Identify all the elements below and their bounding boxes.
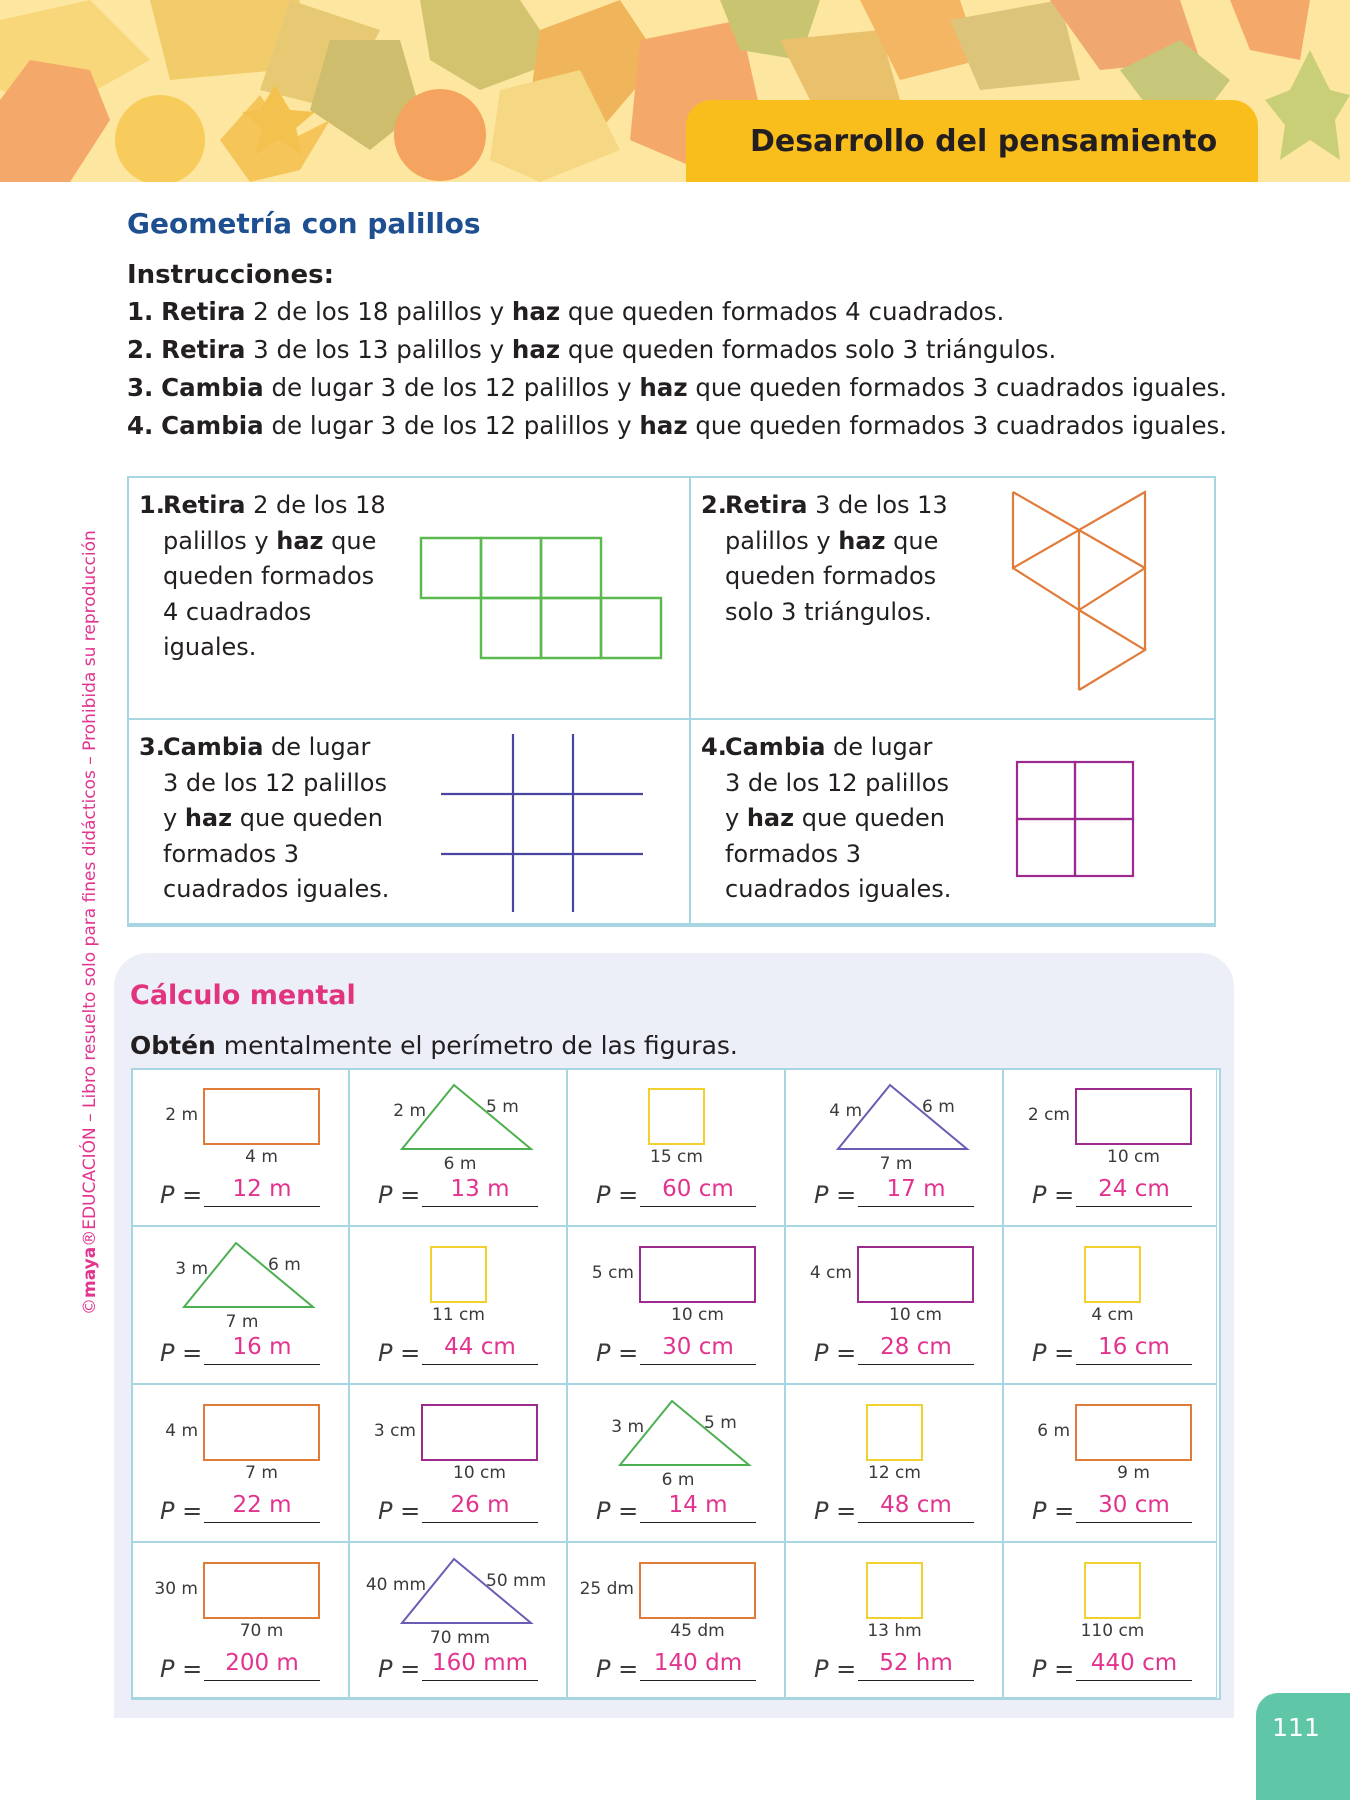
- perimeter-answer: 30 cm: [1098, 1492, 1170, 1518]
- rectangle-figure: [202, 1087, 321, 1146]
- answer-line: [204, 1680, 320, 1681]
- section-label: Desarrollo del pensamiento: [750, 124, 1218, 159]
- answer-line: [422, 1680, 538, 1681]
- puzzle-3-text: 3.Cambia de lugar 3 de los 12 palillos y haz que queden formados 3 cuadrados iguales.: [139, 733, 390, 903]
- page-number: 111: [1272, 1713, 1320, 1742]
- section-tab: [686, 100, 1258, 182]
- base-length-label: 10 cm: [889, 1305, 942, 1325]
- rectangle-figure: [202, 1403, 321, 1462]
- perimeter-cell: [785, 1068, 1003, 1226]
- answer-line: [858, 1522, 974, 1523]
- perimeter-cell: [1003, 1384, 1217, 1542]
- base-length-label: 10 cm: [671, 1305, 724, 1325]
- base-length-label: 12 cm: [868, 1463, 921, 1483]
- perimeter-cell: [1003, 1542, 1217, 1698]
- side-length-label: 4 cm: [809, 1263, 852, 1283]
- base-length-label: 6 m: [661, 1470, 695, 1490]
- perimeter-cell: [131, 1068, 349, 1226]
- perimeter-label: P =: [1032, 1497, 1075, 1525]
- rectangle-figure: [202, 1561, 321, 1620]
- perimeter-label: P =: [160, 1181, 203, 1209]
- puzzle-4-text: 4.Cambia de lugar 3 de los 12 palillos y haz que queden formados 3 cuadrados iguales.: [701, 733, 952, 903]
- perimeter-label: P =: [160, 1655, 203, 1683]
- answer-line: [422, 1522, 538, 1523]
- base-length-label: 15 cm: [650, 1147, 703, 1167]
- puzzle-cell-4: [689, 718, 1216, 927]
- answer-line: [858, 1680, 974, 1681]
- square-figure: [865, 1561, 924, 1620]
- left-side-label: 3 m: [611, 1417, 644, 1437]
- brand-logo: maya: [80, 1246, 100, 1298]
- perimeter-cell: [567, 1542, 785, 1698]
- perimeter-answer: 14 m: [668, 1492, 728, 1518]
- mental-math-title: Cálculo mental: [130, 980, 356, 1011]
- instruction-item: 4. Cambia de lugar 3 de los 12 palillos y haz que queden formados 3 cuadrados iguales.: [127, 411, 1228, 440]
- left-side-label: 40 mm: [365, 1575, 426, 1595]
- rectangle-figure: [420, 1403, 539, 1462]
- rectangle-figure: [1074, 1403, 1193, 1462]
- perimeter-label: P =: [596, 1181, 639, 1209]
- mental-math-instruction: Obtén mentalmente el perímetro de las figuras.: [130, 1031, 738, 1060]
- puzzle-cell-1: [127, 476, 691, 720]
- side-length-label: 5 cm: [591, 1263, 634, 1283]
- perimeter-label: P =: [378, 1655, 421, 1683]
- perimeter-label: P =: [1032, 1655, 1075, 1683]
- perimeter-label: P =: [596, 1497, 639, 1525]
- perimeter-label: P =: [1032, 1339, 1075, 1367]
- base-length-label: 45 dm: [670, 1621, 725, 1641]
- perimeter-cell: [567, 1226, 785, 1384]
- base-length-label: 7 m: [879, 1154, 913, 1174]
- base-length-label: 110 cm: [1080, 1621, 1145, 1641]
- instructions-heading: Instrucciones:: [127, 260, 335, 290]
- perimeter-answer: 16 cm: [1098, 1334, 1170, 1360]
- perimeter-answer: 26 m: [450, 1492, 510, 1518]
- perimeter-cell: [131, 1542, 349, 1698]
- page-title: Geometría con palillos: [127, 207, 481, 240]
- puzzle-3-figure: [439, 732, 649, 917]
- perimeter-answer: 22 m: [232, 1492, 292, 1518]
- perimeter-answer: 52 hm: [879, 1650, 953, 1676]
- perimeter-cell: [785, 1384, 1003, 1542]
- side-length-label: 2 cm: [1027, 1105, 1070, 1125]
- base-length-label: 70 m: [239, 1621, 284, 1641]
- square-figure: [1083, 1561, 1142, 1620]
- perimeter-label: P =: [160, 1339, 203, 1367]
- puzzle-1-figure: [419, 536, 669, 666]
- answer-line: [640, 1522, 756, 1523]
- perimeter-label: P =: [814, 1655, 857, 1683]
- perimeter-answer: 17 m: [886, 1176, 946, 1202]
- perimeter-answer: 16 m: [232, 1334, 292, 1360]
- perimeter-grid: [131, 1068, 1221, 1700]
- perimeter-answer: 44 cm: [444, 1334, 516, 1360]
- perimeter-cell: [131, 1226, 349, 1384]
- perimeter-answer: 440 cm: [1090, 1650, 1178, 1676]
- right-side-label: 6 m: [922, 1097, 955, 1117]
- perimeter-label: P =: [378, 1339, 421, 1367]
- right-side-label: 6 m: [268, 1255, 301, 1275]
- perimeter-answer: 28 cm: [880, 1334, 952, 1360]
- header-banner: [0, 0, 1350, 182]
- square-figure: [647, 1087, 706, 1146]
- side-credit: [80, 485, 110, 1315]
- puzzle-grid: [127, 476, 1216, 925]
- puzzle-cell-3: [127, 718, 691, 927]
- answer-line: [204, 1522, 320, 1523]
- perimeter-answer: 48 cm: [880, 1492, 952, 1518]
- base-length-label: 6 m: [443, 1154, 477, 1174]
- perimeter-label: P =: [378, 1497, 421, 1525]
- perimeter-cell: [567, 1068, 785, 1226]
- perimeter-label: P =: [378, 1181, 421, 1209]
- perimeter-cell: [349, 1542, 567, 1698]
- answer-line: [1076, 1364, 1192, 1365]
- square-figure: [429, 1245, 488, 1304]
- side-length-label: 30 m: [154, 1579, 198, 1599]
- rectangle-figure: [638, 1561, 757, 1620]
- left-side-label: 2 m: [393, 1101, 426, 1121]
- base-length-label: 13 hm: [867, 1621, 922, 1641]
- side-length-label: 25 dm: [579, 1579, 634, 1599]
- perimeter-cell: [785, 1226, 1003, 1384]
- right-side-label: 5 m: [704, 1413, 737, 1433]
- rectangle-figure: [1074, 1087, 1193, 1146]
- answer-line: [640, 1680, 756, 1681]
- answer-line: [422, 1206, 538, 1207]
- square-figure: [865, 1403, 924, 1462]
- page-number-tab: [1256, 1693, 1350, 1800]
- base-length-label: 70 mm: [429, 1628, 491, 1648]
- perimeter-label: P =: [596, 1339, 639, 1367]
- answer-line: [1076, 1206, 1192, 1207]
- perimeter-label: P =: [160, 1497, 203, 1525]
- base-length-label: 4 m: [245, 1147, 278, 1167]
- puzzle-4-figure: [1015, 760, 1140, 880]
- right-side-label: 5 m: [486, 1097, 519, 1117]
- answer-line: [858, 1206, 974, 1207]
- answer-line: [1076, 1522, 1192, 1523]
- puzzle-2-text: 2.Retira 3 de los 13 palillos y haz que queden formados solo 3 triángulos.: [701, 491, 948, 626]
- perimeter-cell: [567, 1384, 785, 1542]
- base-length-label: 9 m: [1117, 1463, 1150, 1483]
- perimeter-cell: [1003, 1068, 1217, 1226]
- perimeter-cell: [1003, 1226, 1217, 1384]
- copyright-symbol: ©: [80, 1298, 100, 1315]
- answer-line: [858, 1364, 974, 1365]
- base-length-label: 10 cm: [1107, 1147, 1160, 1167]
- rectangle-figure: [856, 1245, 975, 1304]
- perimeter-label: P =: [1032, 1181, 1075, 1209]
- base-length-label: 7 m: [225, 1312, 259, 1332]
- base-length-label: 11 cm: [432, 1305, 485, 1325]
- side-length-label: 3 cm: [373, 1421, 416, 1441]
- perimeter-cell: [785, 1542, 1003, 1698]
- instruction-item: 2. Retira 3 de los 13 palillos y haz que queden formados solo 3 triángulos.: [127, 335, 1057, 364]
- answer-line: [640, 1206, 756, 1207]
- answer-line: [204, 1364, 320, 1365]
- answer-line: [640, 1364, 756, 1365]
- puzzle-cell-2: [689, 476, 1216, 720]
- perimeter-label: P =: [814, 1497, 857, 1525]
- perimeter-label: P =: [814, 1339, 857, 1367]
- perimeter-answer: 200 m: [225, 1650, 299, 1676]
- right-side-label: 50 mm: [486, 1571, 547, 1591]
- perimeter-cell: [349, 1384, 567, 1542]
- puzzle-2-figure: [1011, 490, 1161, 710]
- base-length-label: 7 m: [245, 1463, 278, 1483]
- perimeter-answer: 30 cm: [662, 1334, 734, 1360]
- perimeter-answer: 140 dm: [653, 1650, 743, 1676]
- instruction-item: 3. Cambia de lugar 3 de los 12 palillos y haz que queden formados 3 cuadrados iguales.: [127, 373, 1228, 402]
- perimeter-cell: [349, 1068, 567, 1226]
- base-length-label: 10 cm: [453, 1463, 506, 1483]
- rectangle-figure: [638, 1245, 757, 1304]
- side-length-label: 6 m: [1037, 1421, 1070, 1441]
- square-figure: [1083, 1245, 1142, 1304]
- answer-line: [422, 1364, 538, 1365]
- left-side-label: 4 m: [829, 1101, 862, 1121]
- perimeter-answer: 60 cm: [662, 1176, 734, 1202]
- perimeter-label: P =: [596, 1655, 639, 1683]
- base-length-label: 4 cm: [1091, 1305, 1134, 1325]
- puzzle-1-text: 1.Retira 2 de los 18 palillos y haz que queden formados 4 cuadrados iguales.: [139, 491, 386, 661]
- perimeter-cell: [349, 1226, 567, 1384]
- perimeter-answer: 12 m: [232, 1176, 292, 1202]
- perimeter-answer: 13 m: [450, 1176, 510, 1202]
- answer-line: [204, 1206, 320, 1207]
- side-length-label: 2 m: [165, 1105, 198, 1125]
- perimeter-label: P =: [814, 1181, 857, 1209]
- credit-text: ®EDUCACIÓN – Libro resuelto solo para fines didácticos – Prohibida su reproducción: [80, 530, 100, 1247]
- side-length-label: 4 m: [165, 1421, 198, 1441]
- answer-line: [1076, 1680, 1192, 1681]
- perimeter-answer: 160 mm: [431, 1650, 529, 1676]
- perimeter-answer: 24 cm: [1098, 1176, 1170, 1202]
- left-side-label: 3 m: [175, 1259, 208, 1279]
- perimeter-cell: [131, 1384, 349, 1542]
- instruction-item: 1. Retira 2 de los 18 palillos y haz que queden formados 4 cuadrados.: [127, 297, 1005, 326]
